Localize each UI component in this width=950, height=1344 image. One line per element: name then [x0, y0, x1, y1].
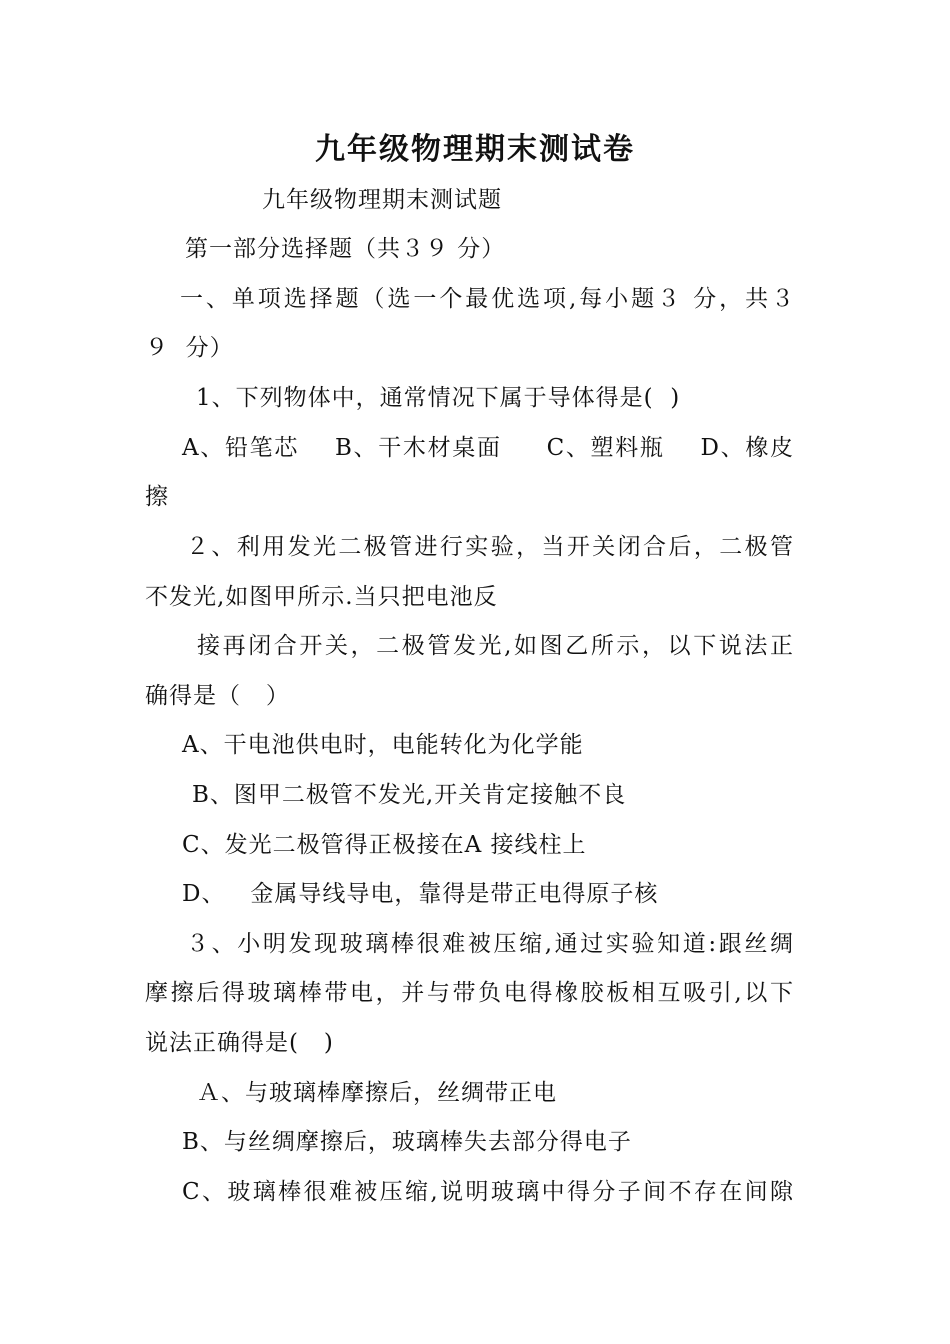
- question-2-stem-line-3: 接再闭合开关，二极管发光,如图乙所示，以下说法正: [197, 633, 794, 659]
- document-title: 九年级物理期末测试卷: [315, 132, 635, 167]
- question-3-stem-line-1: ３、小明发现玻璃棒很难被压缩,通过实验知道:跟丝绸: [186, 931, 794, 957]
- question-1-options-wrap: 擦: [145, 484, 169, 510]
- part-heading: 第一部分选择题（共３９ 分）: [185, 236, 506, 262]
- question-3-option-b: B、与丝绸摩擦后，玻璃棒失去部分得电子: [182, 1129, 632, 1155]
- section-heading-line-1: 一、单项选择题（选一个最优选项,每小题３ 分，共３: [180, 286, 795, 312]
- question-2-option-b: B、图甲二极管不发光,开关肯定接触不良: [192, 782, 627, 808]
- question-2-option-a: A、干电池供电时，电能转化为化学能: [182, 732, 584, 758]
- question-1-stem: 1、下列物体中，通常情况下属于导体得是( ): [196, 385, 681, 411]
- question-2-stem-line-2: 不发光,如图甲所示.当只把电池反: [145, 584, 498, 610]
- question-2-stem-line-1: ２、利用发光二极管进行实验，当开关闭合后，二极管: [186, 534, 794, 560]
- question-3-option-a: Ａ、与玻璃棒摩擦后，丝绸带正电: [197, 1080, 557, 1106]
- subtitle: 九年级物理期末测试题: [262, 187, 502, 213]
- question-2-option-d: D、 金属导线导电，靠得是带正电得原子核: [182, 881, 659, 907]
- question-1-options: A、铅笔芯 B、干木材桌面 C、塑料瓶 D、橡皮: [182, 435, 794, 461]
- question-2-stem-line-4: 确得是（ ）: [145, 683, 290, 709]
- question-3-option-c: C、玻璃棒很难被压缩,说明玻璃中得分子间不存在间隙: [182, 1179, 794, 1205]
- section-heading-line-2: ９ 分）: [145, 335, 234, 361]
- question-2-option-c: C、发光二极管得正极接在A 接线柱上: [182, 832, 587, 858]
- question-3-stem-line-2: 摩擦后得玻璃棒带电，并与带负电得橡胶板相互吸引,以下: [145, 980, 794, 1006]
- question-3-stem-line-3: 说法正确得是( ): [145, 1030, 334, 1056]
